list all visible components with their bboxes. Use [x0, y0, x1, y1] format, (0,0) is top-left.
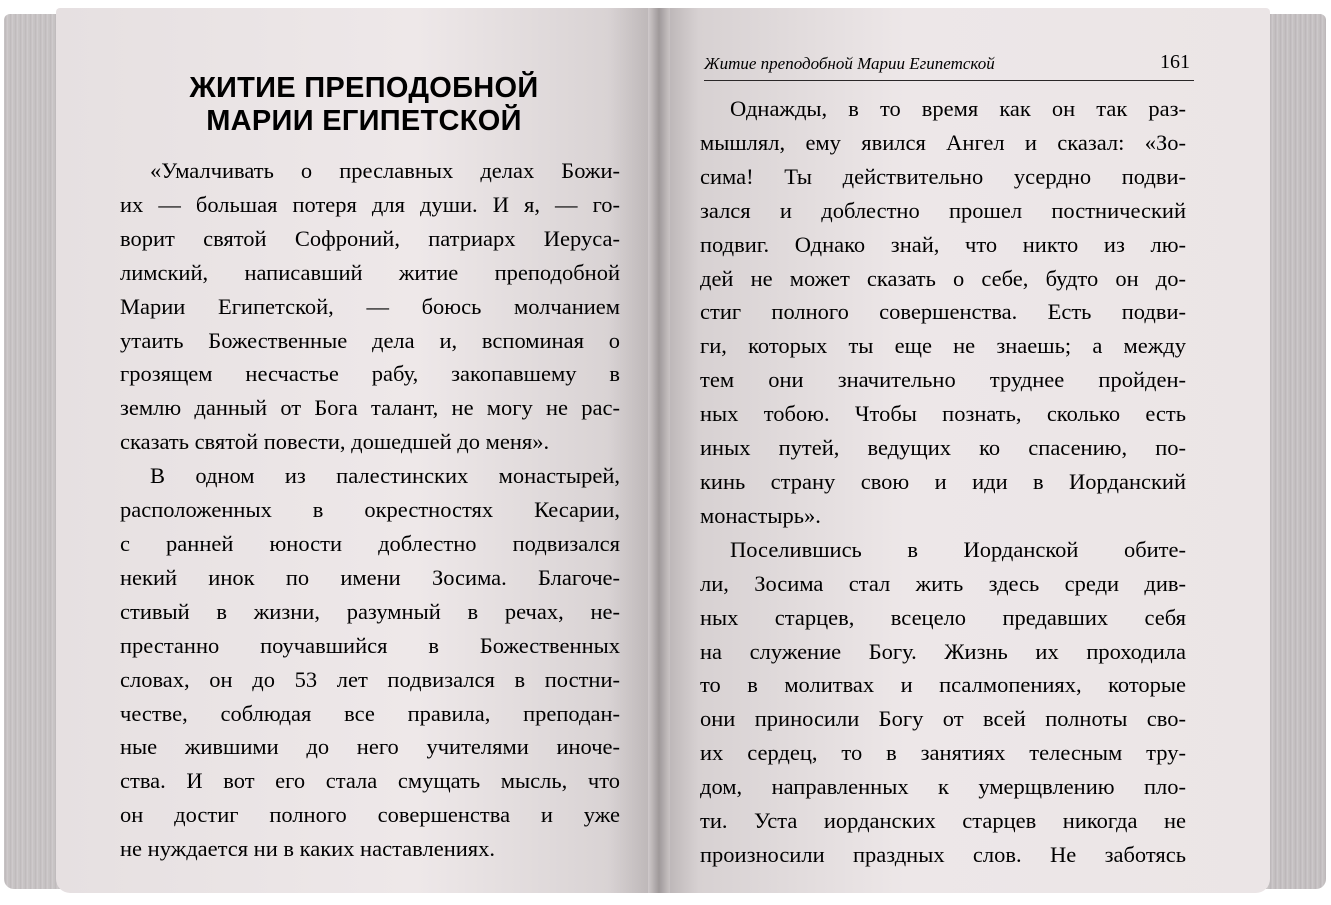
chapter-title: [164, 72, 564, 138]
text-line: Поселившись в Иорданской обите-: [730, 536, 1186, 562]
text-line: стивый в жизни, разумный в речах, не-: [120, 598, 620, 624]
text-line: то в молитвах и псалмопениях, которые: [700, 672, 1186, 698]
text-line: «Умалчивать о преславных делах Божи-: [150, 158, 620, 183]
text-line: В одном из палестинских монастырей,: [150, 463, 620, 489]
right-page-body: [700, 92, 1186, 872]
text-line: ти. Уста иорданских старцев никогда не: [700, 808, 1186, 834]
text-line: монастырь».: [700, 502, 821, 528]
running-title: Житие преподобной Марии Египетской: [704, 54, 995, 73]
text-line: честве, соблюдая все правила, преподан-: [120, 700, 620, 726]
text-line: расположенных в окрестностях Кесарии,: [120, 497, 620, 523]
running-header: [704, 50, 1194, 81]
text-line: некий инок по имени Зосима. Благоче-: [120, 564, 620, 590]
text-line: Марии Египетской, — боюсь молчанием: [120, 293, 620, 319]
chapter-title-line: МАРИИ ЕГИПЕТСКОЙ: [206, 105, 522, 137]
text-line: ли, Зосима стал жить здесь среди див-: [700, 570, 1186, 596]
text-line: словах, он до 53 лет подвизался в постни-: [120, 666, 620, 692]
text-line: дей не может сказать о себе, будто он до-: [700, 265, 1186, 291]
text-line: утаить Божественные дела и, вспоминая о: [120, 327, 620, 353]
text-line: ных старцев, всецело предавших себя: [700, 604, 1186, 630]
text-line: тем они значительно труднее пройден-: [700, 367, 1186, 393]
text-line: грозящем несчастье рабу, закопавшему в: [120, 361, 620, 387]
text-line: мышлял, ему явился Ангел и сказал: «Зо-: [700, 129, 1186, 155]
text-line: иных путей, ведущих ко спасению, по-: [700, 435, 1186, 461]
text-line: они приносили Богу от всей полноты сво-: [700, 706, 1186, 732]
text-line: стиг полного совершенства. Есть подви-: [700, 299, 1186, 325]
text-line: произносили праздных слов. Не заботясь: [700, 841, 1186, 867]
open-book: [4, 8, 1326, 898]
text-line: престанно поучавшийся в Божественных: [120, 632, 620, 658]
text-line: зался и доблестно прошел постнический: [700, 197, 1186, 223]
text-line: ных тобою. Чтобы познать, сколько есть: [700, 401, 1186, 427]
left-page-body: [120, 154, 620, 866]
text-line: ги, которых ты еще не знаешь; а между: [700, 333, 1186, 359]
text-line: их сердец, то в занятиях телесным тру-: [700, 740, 1186, 766]
text-line: ные жившими до него учителями иноче-: [120, 734, 620, 760]
text-line: он достиг полного совершенства и уже: [120, 802, 620, 828]
text-line: подвиг. Однако знай, что никто из лю-: [700, 231, 1186, 257]
text-line: с ранней юности доблестно подвизался: [120, 530, 620, 556]
text-line: лимский, написавший житие преподобной: [120, 259, 620, 285]
chapter-title-line: ЖИТИЕ ПРЕПОДОБНОЙ: [189, 72, 539, 104]
book-gutter: [648, 8, 670, 893]
text-line: ворит святой Софроний, патриарх Иеруса-: [120, 225, 620, 251]
text-line: землю данный от Бога талант, не могу не рас-: [120, 395, 620, 421]
text-line: их — большая потеря для души. И я, — го-: [120, 191, 620, 217]
text-line: на служение Богу. Жизнь их проходила: [700, 638, 1186, 664]
text-line: сима! Ты действительно усердно подви-: [700, 163, 1186, 189]
text-line: Однажды, в то время как он так раз-: [730, 96, 1186, 121]
text-line: ства. И вот его стала смущать мысль, что: [120, 768, 620, 794]
text-line: кинь страну свою и иди в Иорданский: [700, 468, 1186, 494]
text-line: дом, направленных к умерщвлению пло-: [700, 774, 1186, 800]
text-line: сказать святой повести, дошедшей до меня».: [120, 429, 550, 455]
page-number: 161: [1160, 51, 1190, 73]
text-line: не нуждается ни в каких наставлениях.: [120, 836, 496, 862]
